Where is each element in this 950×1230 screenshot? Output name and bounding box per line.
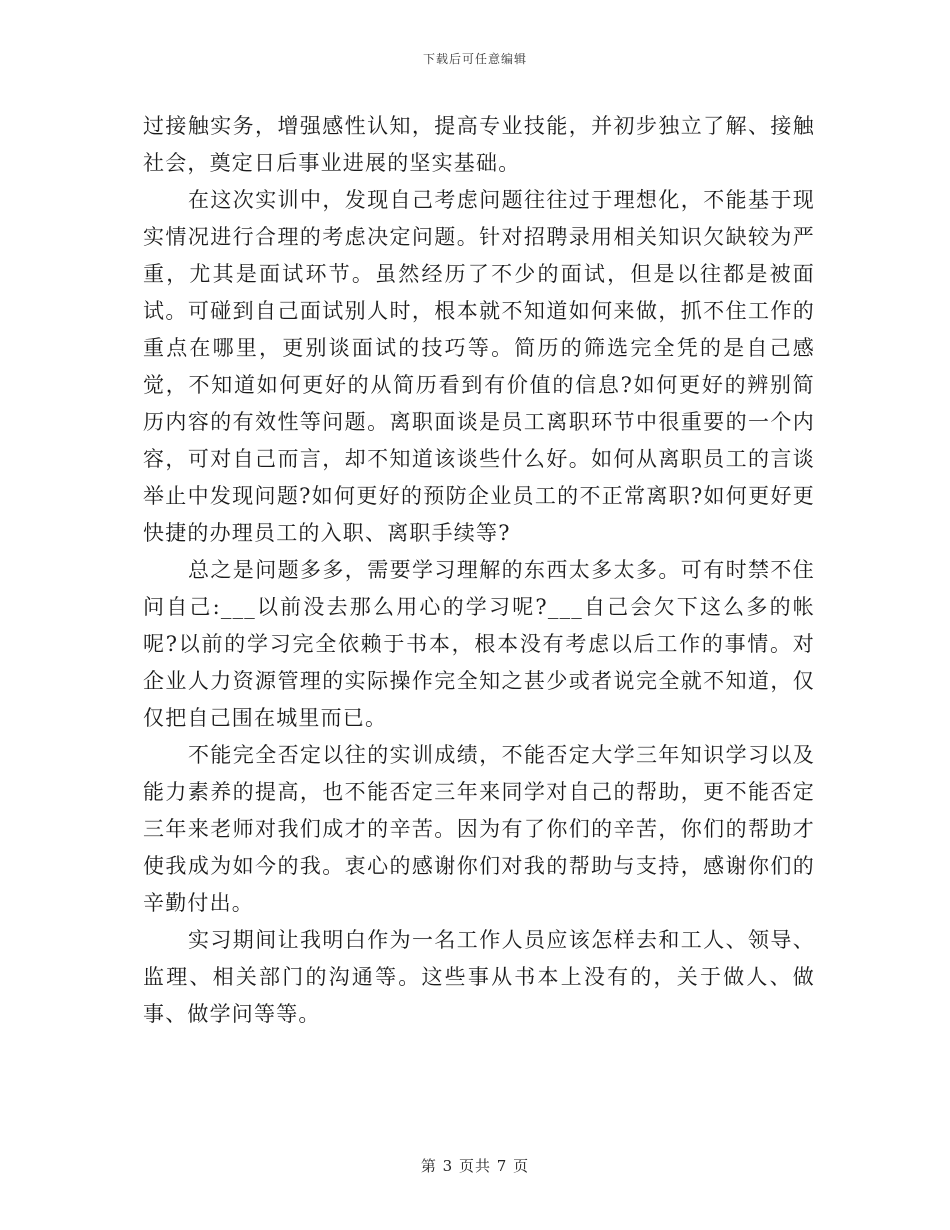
paragraph-internship-lessons: 实习期间让我明白作为一名工作人员应该怎样去和工人、领导、监理、相关部门的沟通等。这些事从书本上没有的，关于做人、做事、做学问等等。	[143, 928, 815, 1026]
paragraph-training-problems: 在这次实训中，发现自己考虑问题往往过于理想化，不能基于现实情况进行合理的考虑决定问题。针对招聘录用相关知识欠缺较为严重，尤其是面试环节。虽然经历了不少的面试，但是以往都是被面试。可碰到自己面试别人时，根本就不知道如何来做，抓不住工作的重点在哪里，更别谈面试的技巧等。简历的筛选完全凭的是自己感觉，不知道如何更好的从简历看到有价值的信息?如何更好的辨别简历内容的有效性等问题。离职面谈是员工离职环节中很重要的一个内容，可对自己而言，却不知道该谈些什么好。如何从离职员工的言谈举止中发现问题?如何更好的预防企业员工的不正常离职?如何更好更快捷的办理员工的入职、离职手续等?	[143, 188, 815, 545]
page-header: 下载后可任意编辑	[422, 52, 527, 66]
paragraph-gratitude: 不能完全否定以往的实训成绩，不能否定大学三年知识学习以及能力素养的提高，也不能否定三年来同学对自己的帮助，更不能否定三年来老师对我们成才的辛苦。因为有了你们的辛苦，你们的帮助才使我成为如今的我。衷心的感谢你们对我的帮助与支持，感谢你们的辛勤付出。	[143, 743, 815, 915]
paragraph-continuation: 过接触实务，增强感性认知，提高专业技能，并初步独立了解、接触社会，奠定日后事业进展的坚实基础。	[143, 114, 815, 175]
document-body	[143, 108, 815, 1033]
paragraph-many-questions: 总之是问题多多，需要学习理解的东西太多太多。可有时禁不住问自己:___以前没去那么用心的学习呢?___自己会欠下这么多的帐呢?以前的学习完全依赖于书本，根本没有考虑以后工作的事情。对企业人力资源管理的实际操作完全知之甚少或者说完全就不知道，仅仅把自己围在城里而已。	[143, 558, 815, 730]
page-footer: 第 3 页共 7 页	[420, 1157, 530, 1175]
